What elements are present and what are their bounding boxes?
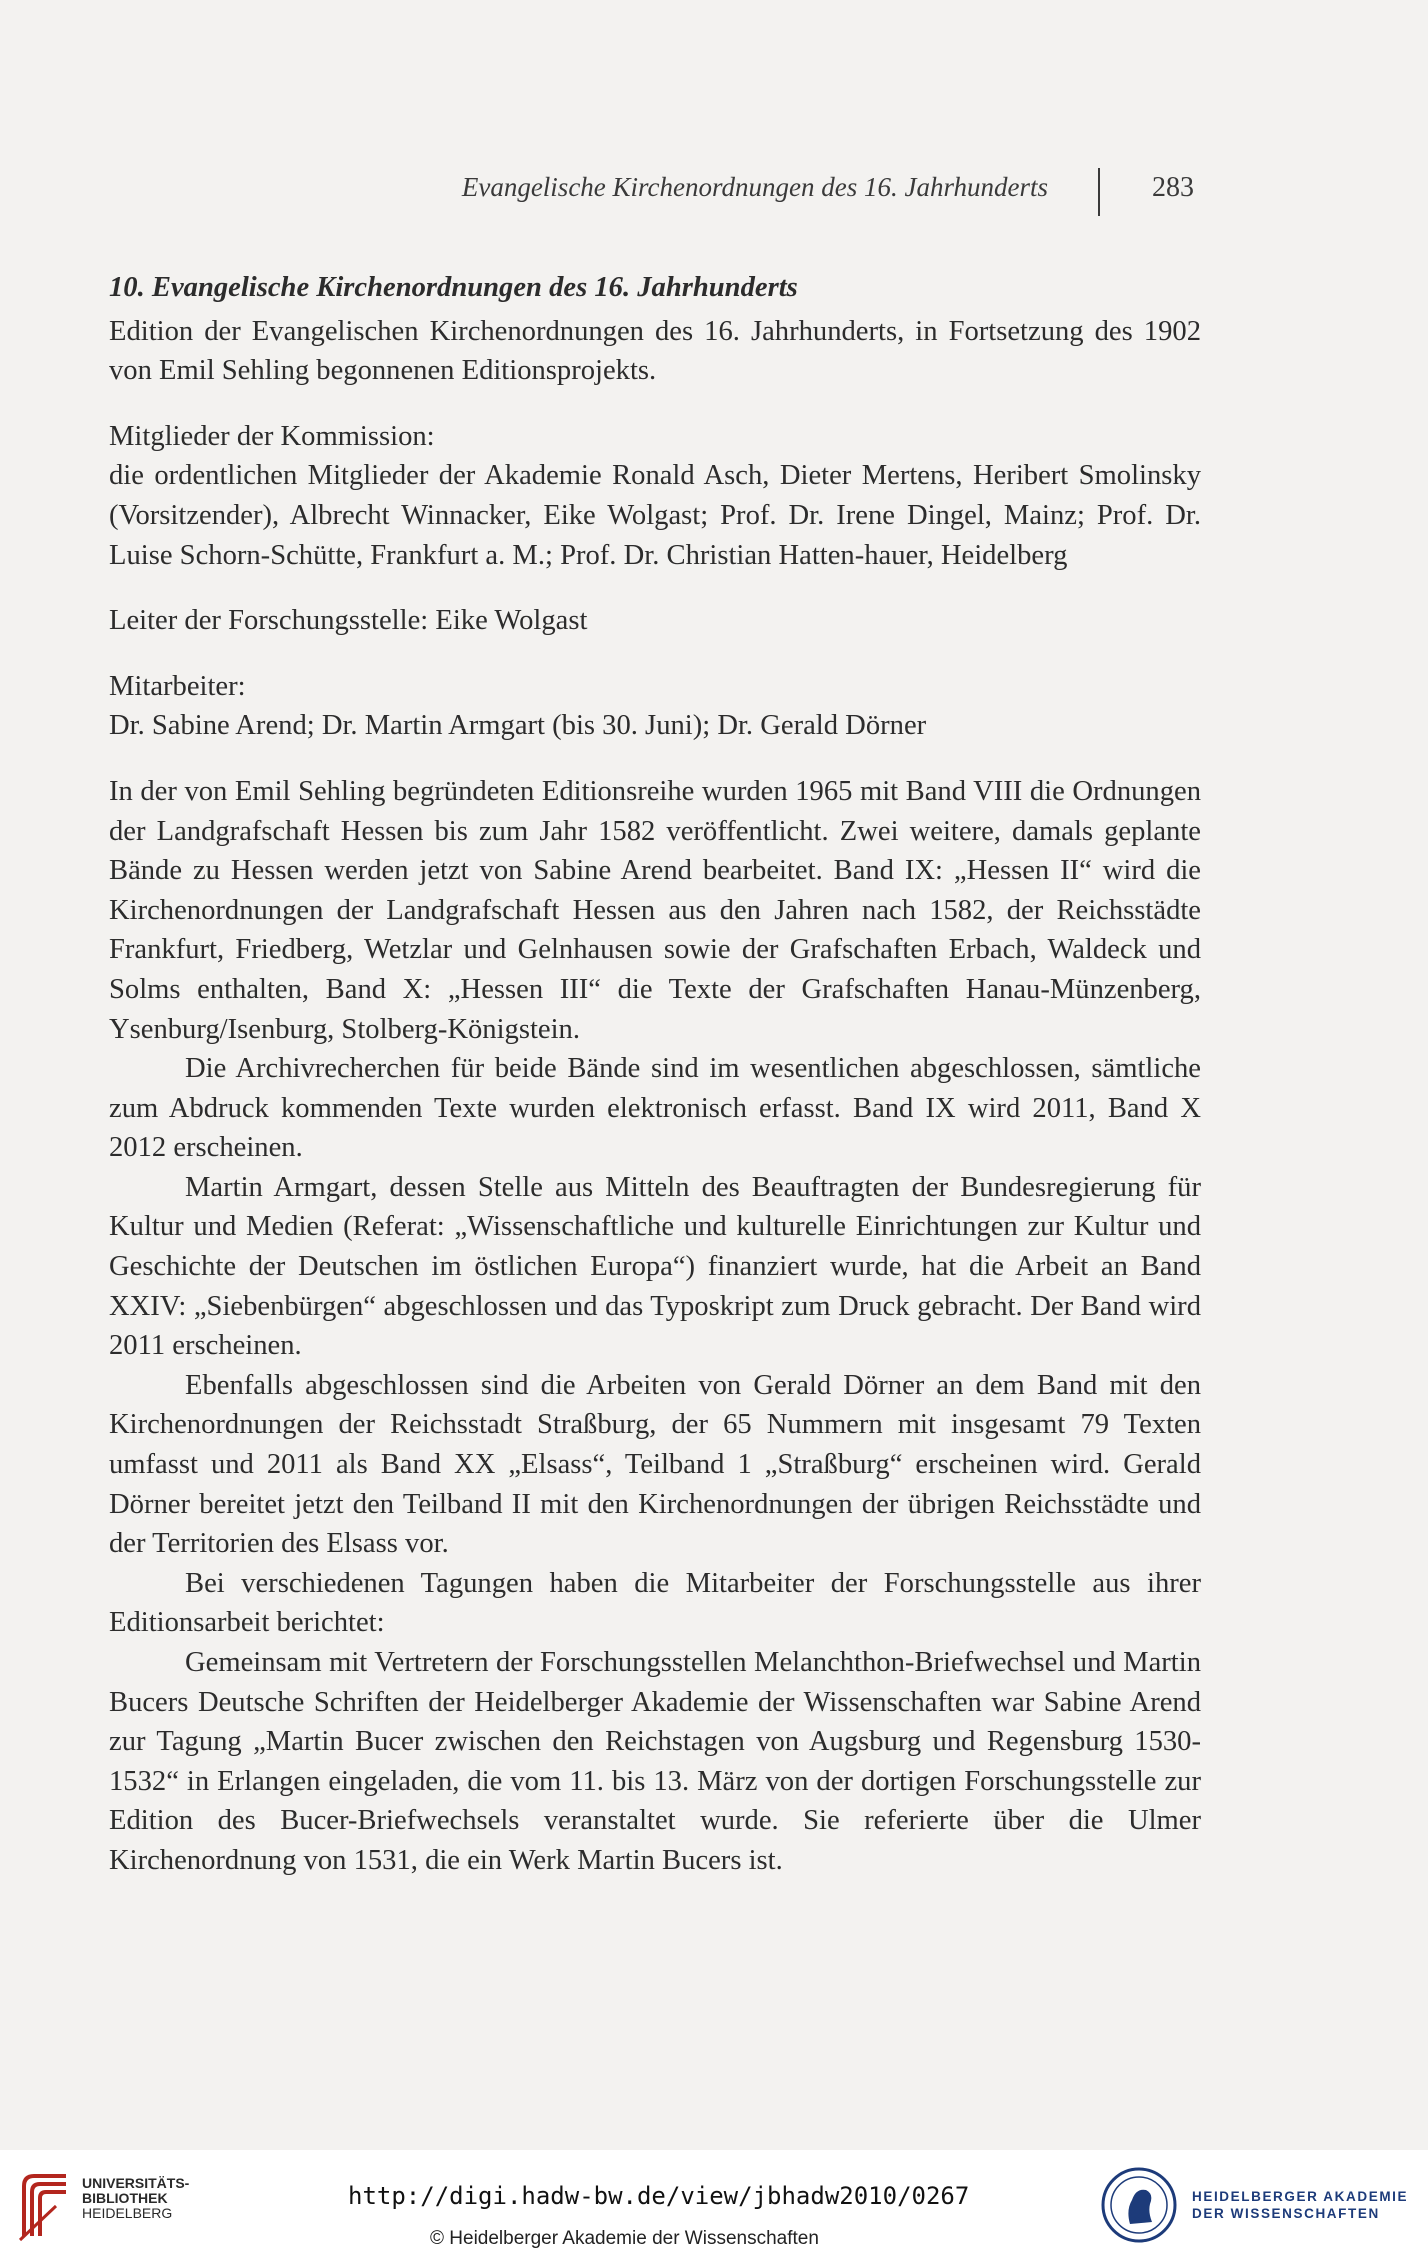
paragraph: die ordentlichen Mitglieder der Akademie Ronald Asch, Dieter Mertens, Heribert Smolinsky (Vorsitzender), Albrecht Winnacker, Eike Wolgast; Prof. Dr. Irene Dingel, Mainz; Prof. Dr. Luise Schorn-Schütte, Frankfurt a. M.; Prof. Dr. Christian Hatten-hauer, Heidelberg bbox=[109, 460, 1201, 571]
paragraph: Ebenfalls abgeschlossen sind die Arbeiten von Gerald Dörner an dem Band mit den Kirchenordnungen der Reichsstadt Straßburg, der 65 Nummern mit insgesamt 79 Texten umfasst und 2011 als Band XX „Elsass“, Teilband 1 „Straßburg“ erscheinen wird. Gerald Dörner bereitet jetzt den Teilband II mit den Kirchenordnungen der übrigen Reichsstädte und der Territorien des Elsass vor. bbox=[109, 1369, 1201, 1560]
library-name bbox=[82, 2176, 189, 2221]
paragraph: Martin Armgart, dessen Stelle aus Mitteln des Beauftragten der Bundesregierung für Kultur und Medien (Referat: „Wissenschaftliche und kulturelle Einrichtungen zur Kultur und Geschichte der Deutschen im östlichen Europa“) finanziert wurde, hat die Arbeit an Band XXIV: „Siebenbürgen“ abgeschlossen und das Typoskript zum Druck gebracht. Der Band wird 2011 erscheinen. bbox=[109, 1171, 1201, 1362]
paragraph: In der von Emil Sehling begründeten Editionsreihe wurden 1965 mit Band VIII die Ordnungen der Landgrafschaft Hessen bis zum Jahr 1582 veröffentlicht. Zwei weitere, damals geplante Bände zu Hessen werden jetzt von Sabine Arend bearbeitet. Band IX: „Hessen II“ wird die Kirchenordnungen der Landgrafschaft Hessen aus den Jahren nach 1582, der Reichsstädte Frankfurt, Friedberg, Wetzlar und Gelnhausen sowie der Grafschaften Erbach, Waldeck und Solms enthalten, Band X: „Hessen III“ die Texte der Grafschaften Hanau-Münzenberg, Ysenburg/Isenburg, Stolberg-Königstein. bbox=[109, 775, 1201, 1045]
copyright-notice: © Heidelberger Akademie der Wissenschaften bbox=[430, 2228, 819, 2249]
library-name-line: UNIVERSITÄTS- bbox=[82, 2175, 190, 2191]
paragraph: Mitarbeiter: bbox=[109, 670, 246, 702]
paragraph: Die Archivrecherchen für beide Bände sind im wesentlichen abgeschlossen, sämtliche zum Abdruck kommenden Texte wurden elektronisch erfasst. Band IX wird 2011, Band X 2012 erscheinen. bbox=[109, 1053, 1201, 1164]
running-title: Evangelische Kirchenordnungen des 16. Jahrhunderts bbox=[461, 172, 1048, 202]
running-head bbox=[0, 168, 1428, 228]
academy-seal-icon bbox=[1100, 2166, 1178, 2244]
library-name-line: HEIDELBERG bbox=[82, 2205, 173, 2221]
header-divider bbox=[1098, 168, 1100, 216]
section-body bbox=[109, 268, 1201, 1881]
paragraph: Leiter der Forschungsstelle: Eike Wolgast bbox=[109, 605, 588, 637]
digitization-footer bbox=[0, 2150, 1428, 2260]
paragraph: Bei verschiedenen Tagungen haben die Mitarbeiter der Forschungsstelle aus ihrer Editionsarbeit berichtet: bbox=[109, 1567, 1201, 1639]
academy-name bbox=[1192, 2188, 1408, 2222]
library-name-line: BIBLIOTHEK bbox=[82, 2190, 168, 2206]
paragraph: Edition der Evangelischen Kirchenordnungen des 16. Jahrhunderts, in Fortsetzung des 1902 von Emil Sehling begonnenen Editionsprojekts. bbox=[109, 315, 1201, 387]
permalink[interactable]: http://digi.hadw-bw.de/view/jbhadw2010/0267 bbox=[348, 2182, 970, 2210]
paragraph: Mitglieder der Kommission: bbox=[109, 420, 435, 452]
academy-name-line: DER WISSENSCHAFTEN bbox=[1192, 2206, 1380, 2221]
paragraph: Dr. Sabine Arend; Dr. Martin Armgart (bis 30. Juni); Dr. Gerald Dörner bbox=[109, 710, 927, 742]
paragraph: Gemeinsam mit Vertretern der Forschungsstellen Melanchthon-Briefwechsel und Martin Bucers Deutsche Schriften der Heidelberger Akademie der Wissenschaften war Sabine Arend zur Tagung „Martin Bucer zwischen den Reichstagen von Augsburg und Regensburg 1530-1532“ in Erlangen eingeladen, die vom 11. bis 13. März von der dortigen Forschungsstelle zur Edition des Bucer-Briefwechsels veranstaltet wurde. Sie referierte über die Ulmer Kirchenordnung von 1531, die ein Werk Martin Bucers ist. bbox=[109, 1647, 1201, 1876]
library-logo-icon bbox=[16, 2170, 76, 2242]
page-number: 283 bbox=[1152, 172, 1194, 203]
academy-name-line: HEIDELBERGER AKADEMIE bbox=[1192, 2189, 1409, 2204]
section-title: 10. Evangelische Kirchenordnungen des 16. Jahrhunderts bbox=[109, 272, 798, 303]
